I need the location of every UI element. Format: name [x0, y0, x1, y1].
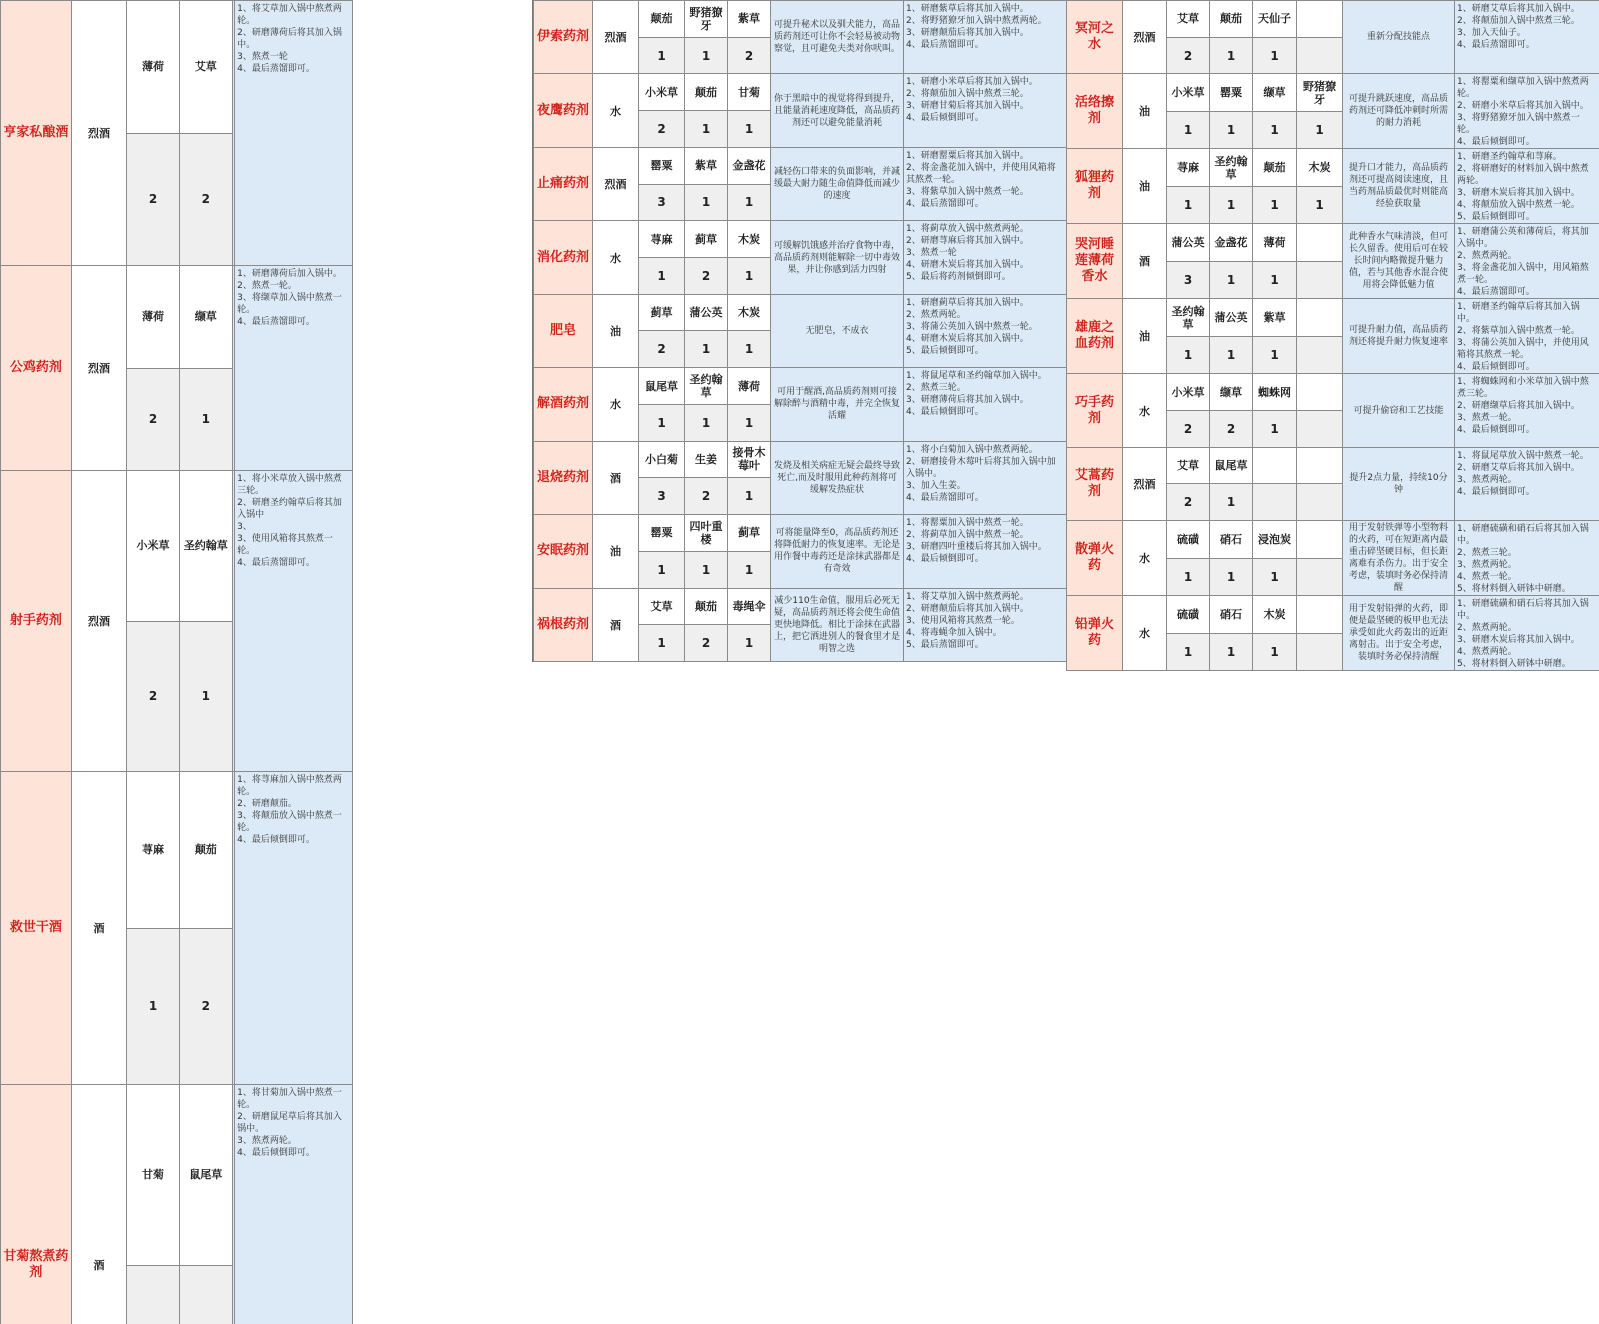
- ingredient-quantity: 2: [685, 625, 728, 662]
- recipe-name: 解酒药剂: [534, 368, 593, 441]
- ingredient-quantity: 1: [639, 258, 685, 295]
- ingredient-name: 木炭: [1253, 596, 1297, 634]
- ingredient-quantity: 1: [127, 928, 180, 1085]
- ingredient-quantity: 2: [127, 368, 180, 471]
- ingredient-quantity: 1: [1167, 558, 1210, 596]
- ingredient-name: 缬草: [1210, 374, 1253, 411]
- recipe-steps: 1、研磨艾草后将其加入锅中。 2、将颠茄加入锅中熬煮三轮。 3、加入天仙子。 4、最后蒸馏即可。: [1455, 1, 1599, 74]
- ingredient-name: 硝石: [1210, 521, 1253, 559]
- recipe-steps: 1、研磨圣约翰草后将其加入锅中。 2、将紫草加入锅中熬煮一轮。 3、将蒲公英加入锅中，并使用风箱将其熬煮一轮。 4、最后倾倒即可。: [1455, 299, 1599, 374]
- ingredient-quantity: [1297, 411, 1343, 448]
- ingredient-name: 罂粟: [639, 147, 685, 184]
- recipe-steps: 1、将艾草加入锅中熬煮两轮。 2、研磨薄荷后将其加入锅中。 3、熬煮一轮 4、最后蒸馏即可。: [235, 1, 353, 266]
- recipe-row: [534, 294, 1067, 331]
- ingredient-quantity: 1: [1253, 336, 1297, 374]
- ingredient-quantity: 1: [639, 625, 685, 662]
- recipe-table: [533, 0, 1067, 662]
- recipe-name: 安眠药剂: [534, 515, 593, 588]
- recipe-type: 酒: [71, 1085, 126, 1324]
- ingredient-name: 硫磺: [1167, 596, 1210, 634]
- ingredient-quantity: 2: [1210, 411, 1253, 448]
- recipe-name: 雄鹿之血药剂: [1067, 299, 1123, 374]
- recipe-row: [534, 147, 1067, 184]
- ingredient-name: 野猪獠牙: [685, 1, 728, 38]
- ingredient-name: 颠茄: [1210, 1, 1253, 38]
- recipe-type: 酒: [71, 772, 126, 1085]
- ingredient-quantity: [127, 1265, 180, 1324]
- recipe-type: 烈酒: [593, 1, 639, 74]
- recipe-name: 肥皂: [534, 294, 593, 367]
- recipe-steps: 1、研磨紫草后将其加入锅中。 2、将野猪獠牙加入锅中熬煮两轮。 3、研磨颠茄后将其加入锅中。 4、最后蒸馏即可。: [904, 1, 1067, 74]
- recipe-name: 夜鹰药剂: [534, 74, 593, 147]
- ingredient-quantity: 2: [127, 621, 180, 772]
- recipe-type: 油: [1123, 74, 1167, 149]
- ingredient-quantity: 2: [1167, 484, 1210, 521]
- ingredient-name: 紫草: [685, 147, 728, 184]
- ingredient-name: 蓟草: [685, 221, 728, 258]
- ingredient-quantity: 1: [728, 404, 771, 441]
- ingredient-quantity: 1: [1210, 336, 1253, 374]
- ingredient-quantity: [1297, 484, 1343, 521]
- ingredient-name: 木炭: [728, 221, 771, 258]
- recipe-effect: 提升2点力量，持续10分钟: [1343, 447, 1455, 520]
- ingredient-name: 荨麻: [127, 772, 180, 929]
- ingredient-quantity: [1297, 633, 1343, 671]
- recipe-effect: 可提升跳跃速度，高品质药剂还可降低冲刺时所需的耐力消耗: [1343, 74, 1455, 149]
- recipe-panel-2: [533, 0, 1066, 662]
- recipe-effect: 减少110生命值，服用后必死无疑，高品质药剂还将会使生命值更快地降低。相比于涂抹在武器上，把它洒进别人的餐食里才是明智之选: [771, 588, 904, 662]
- ingredient-quantity: 1: [639, 37, 685, 74]
- ingredient-name: 颠茄: [179, 772, 232, 929]
- recipe-type: 水: [1123, 521, 1167, 596]
- ingredient-quantity: 2: [1167, 411, 1210, 448]
- ingredient-name: 艾草: [1167, 447, 1210, 484]
- ingredient-name: [1297, 1, 1343, 38]
- ingredient-name: 薄荷: [127, 266, 180, 369]
- recipe-type: 烈酒: [1123, 1, 1167, 74]
- ingredient-name: 浸泡炭: [1253, 521, 1297, 559]
- ingredient-name: 金盏花: [1210, 224, 1253, 262]
- recipe-type: 烈酒: [593, 147, 639, 220]
- ingredient-quantity: 1: [685, 551, 728, 588]
- recipe-effect: 用于发射铅弹的火药，即便是最坚硬的板甲也无法承受如此火药轰出的近距离射击。出于安全考虑，装填时务必保持清醒: [1343, 596, 1455, 671]
- ingredient-quantity: 1: [1210, 633, 1253, 671]
- recipe-effect: 发烧及相关病症无疑会最终导致死亡,而及时服用此种药剂将可缓解发热症状: [771, 441, 904, 514]
- recipe-row: [1067, 447, 1599, 484]
- ingredient-quantity: 1: [1297, 186, 1343, 224]
- recipe-steps: 1、研磨硫磺和硝石后将其加入锅中。 2、熬煮两轮。 3、研磨木炭后将其加入锅中。 4、熬煮两轮。 5、将材料倒入研钵中研磨。: [1455, 596, 1599, 671]
- ingredient-name: 硝石: [1210, 596, 1253, 634]
- ingredient-quantity: 1: [685, 404, 728, 441]
- recipe-name: 公鸡药剂: [1, 266, 72, 471]
- ingredient-name: 颠茄: [639, 1, 685, 38]
- ingredient-name: 蓟草: [639, 294, 685, 331]
- recipe-steps: 1、研磨蒲公英和薄荷后，将其加入锅中。 2、熬煮两轮。 3、将金盏花加入锅中，用风箱熬煮一轮。 4、最后蒸馏即可。: [1455, 224, 1599, 299]
- ingredient-quantity: 1: [728, 331, 771, 368]
- recipe-effect: 可缓解饥饿感并治疗食物中毒，高品质药剂则能解除一切中毒效果，并让你感到活力四射: [771, 221, 904, 294]
- ingredient-name: 硫磺: [1167, 521, 1210, 559]
- ingredient-name: 薄荷: [728, 368, 771, 405]
- recipe-table: [1066, 0, 1599, 671]
- recipe-name: 救世干酒: [1, 772, 72, 1085]
- ingredient-quantity: 1: [1210, 111, 1253, 149]
- ingredient-quantity: 1: [179, 621, 232, 772]
- ingredient-name: 圣约翰草: [1210, 149, 1253, 187]
- recipe-name: 铅弹火药: [1067, 596, 1123, 671]
- recipe-row: [534, 368, 1067, 405]
- recipe-type: 烈酒: [71, 266, 126, 471]
- ingredient-name: 接骨木莓叶: [728, 441, 771, 478]
- ingredient-name: 艾草: [1167, 1, 1210, 38]
- recipe-type: 水: [1123, 374, 1167, 447]
- ingredient-quantity: 2: [639, 111, 685, 148]
- ingredient-quantity: [179, 1265, 232, 1324]
- ingredient-quantity: 2: [639, 331, 685, 368]
- recipe-type: 酒: [593, 441, 639, 514]
- ingredient-quantity: 1: [685, 184, 728, 221]
- recipe-effect: 此种香水气味清淡，但可长久留香。使用后可在较长时间内略微提升魅力值，若与其他香水混合使用将会降低魅力值: [1343, 224, 1455, 299]
- ingredient-quantity: 2: [685, 258, 728, 295]
- ingredient-quantity: 1: [685, 331, 728, 368]
- ingredient-name: 圣约翰草: [179, 471, 232, 622]
- recipe-name: 伊索药剂: [534, 1, 593, 74]
- recipe-row: [1, 471, 533, 622]
- ingredient-name: 金盏花: [728, 147, 771, 184]
- recipe-steps: 1、将鼠尾草放入锅中熬煮一轮。 2、研磨艾草后将其加入锅中。 3、熬煮两轮。 4、最后倾倒即可。: [1455, 447, 1599, 520]
- ingredient-quantity: 1: [685, 111, 728, 148]
- ingredient-name: 木炭: [1297, 149, 1343, 187]
- recipe-row: [534, 441, 1067, 478]
- ingredient-quantity: 1: [1210, 186, 1253, 224]
- ingredient-quantity: 1: [728, 625, 771, 662]
- ingredient-name: 蒲公英: [1210, 299, 1253, 337]
- recipe-name: 消化药剂: [534, 221, 593, 294]
- recipe-type: 烈酒: [71, 1, 126, 266]
- recipe-name: 散弹火药: [1067, 521, 1123, 596]
- ingredient-quantity: 2: [179, 928, 232, 1085]
- ingredient-quantity: 1: [728, 184, 771, 221]
- recipe-effect: 重新分配技能点: [1343, 1, 1455, 74]
- recipe-panel-3: [1066, 0, 1599, 662]
- ingredient-name: 生姜: [685, 441, 728, 478]
- ingredient-name: [1297, 596, 1343, 634]
- recipe-effect: 可提升耐力值，高品质药剂还将提升耐力恢复速率: [1343, 299, 1455, 374]
- ingredient-name: 艾草: [639, 588, 685, 625]
- ingredient-quantity: 1: [1253, 633, 1297, 671]
- ingredient-quantity: 1: [1167, 633, 1210, 671]
- recipe-type: 酒: [593, 588, 639, 662]
- ingredient-name: 罂粟: [639, 515, 685, 552]
- ingredient-name: 鼠尾草: [639, 368, 685, 405]
- recipe-type: 水: [593, 74, 639, 147]
- ingredient-quantity: 2: [1167, 37, 1210, 74]
- recipe-name: 哭河睡莲薄荷香水: [1067, 224, 1123, 299]
- ingredient-quantity: 1: [685, 37, 728, 74]
- ingredient-name: 薄荷: [1253, 224, 1297, 262]
- recipe-steps: 1、将罂粟加入锅中熬煮一轮。 2、将蓟草加入锅中熬煮一轮。 3、研磨四叶重楼后将其加入锅中。 4、最后倾倒即可。: [904, 515, 1067, 588]
- ingredient-name: 紫草: [728, 1, 771, 38]
- ingredient-name: 甘菊: [127, 1085, 180, 1266]
- recipe-row: [1067, 521, 1599, 559]
- recipe-effect: 用于发射铁弹等小型物料的火药，可在短距离内最重击碎坚硬目标，但长距离难有杀伤力。出于安全考虑，装填时务必保持清醒: [1343, 521, 1455, 596]
- recipe-effect: 减轻伤口带来的负面影响，并减缓最大耐力随生命值降低而减少的速度: [771, 147, 904, 220]
- ingredient-name: 薄荷: [127, 1, 180, 134]
- recipe-type: 水: [593, 368, 639, 441]
- recipe-row: [1, 266, 533, 369]
- ingredient-quantity: 1: [1253, 37, 1297, 74]
- ingredient-name: 毒绳伞: [728, 588, 771, 625]
- ingredient-name: 木炭: [728, 294, 771, 331]
- recipe-name: 狐狸药剂: [1067, 149, 1123, 224]
- ingredient-quantity: 1: [1210, 37, 1253, 74]
- recipe-name: 艾蒿药剂: [1067, 447, 1123, 520]
- ingredient-quantity: 1: [728, 478, 771, 515]
- ingredient-name: 缬草: [1253, 74, 1297, 112]
- ingredient-name: 艾草: [179, 1, 232, 134]
- ingredient-name: [1253, 447, 1297, 484]
- ingredient-name: 荨麻: [639, 221, 685, 258]
- ingredient-quantity: [1297, 336, 1343, 374]
- recipe-effect: 可提升秘术以及驯犬能力，高品质药剂还可让你不会轻易被动物察觉，且可避免夫类对你吠叫。: [771, 1, 904, 74]
- recipe-type: 酒: [1123, 224, 1167, 299]
- ingredient-quantity: 1: [1253, 558, 1297, 596]
- recipe-row: [1067, 374, 1599, 411]
- recipe-name: 亨家私酿酒: [1, 1, 72, 266]
- recipe-steps: 1、研磨薄荷后加入锅中。 2、熬煮一轮。 3、将缬草加入锅中熬煮一轮。 4、最后蒸馏即可。: [235, 266, 353, 471]
- recipe-effect: 可将能量降至0，高品质药剂还将降低耐力的恢复速率。无论是用作餐中毒药还是涂抹武器都是有奇效: [771, 515, 904, 588]
- ingredient-name: 小米草: [639, 74, 685, 111]
- ingredient-quantity: 3: [639, 184, 685, 221]
- recipe-row: [534, 74, 1067, 111]
- recipe-row: [1067, 299, 1599, 337]
- ingredient-name: 圣约翰草: [685, 368, 728, 405]
- ingredient-quantity: 1: [728, 258, 771, 295]
- ingredient-quantity: 1: [1167, 186, 1210, 224]
- recipe-type: 油: [1123, 299, 1167, 374]
- recipe-row: [1067, 1, 1599, 38]
- ingredient-quantity: 1: [1210, 558, 1253, 596]
- ingredient-quantity: 1: [728, 551, 771, 588]
- recipe-name: 甘菊熬煮药剂: [1, 1085, 72, 1324]
- recipe-steps: 1、将蜘蛛网和小米草加入锅中熬煮三轮。 2、研磨缬草后将其加入锅中。 3、熬煮一轮。 4、最后倾倒即可。: [1455, 374, 1599, 447]
- ingredient-name: [1297, 299, 1343, 337]
- ingredient-quantity: 1: [1253, 411, 1297, 448]
- ingredient-name: 四叶重楼: [685, 515, 728, 552]
- recipe-row: [1067, 596, 1599, 634]
- recipe-effect: 提升口才能力，高品质药剂还可提高阅读速度，且当药剂品质最优时则能高经验获取量: [1343, 149, 1455, 224]
- recipe-steps: 1、研磨硫磺和硝石后将其加入锅中。 2、熬煮三轮。 3、熬煮两轮。 4、熬煮一轮。 5、将材料倒入研钵中研磨。: [1455, 521, 1599, 596]
- ingredient-name: 蜘蛛网: [1253, 374, 1297, 411]
- ingredient-name: 荨麻: [1167, 149, 1210, 187]
- recipe-name: 巧手药剂: [1067, 374, 1123, 447]
- ingredient-name: 小米草: [1167, 374, 1210, 411]
- ingredient-name: [1297, 224, 1343, 262]
- ingredient-name: 缬草: [179, 266, 232, 369]
- recipe-name: 止痛药剂: [534, 147, 593, 220]
- recipe-steps: 1、将荨麻加入锅中熬煮两轮。 2、研磨颠茄。 3、将颠茄放入锅中熬煮一轮。 4、最后倾倒即可。: [235, 772, 353, 1085]
- recipe-type: 水: [1123, 596, 1167, 671]
- recipe-row: [534, 1, 1067, 38]
- recipe-type: 油: [1123, 149, 1167, 224]
- ingredient-quantity: 2: [685, 478, 728, 515]
- ingredient-quantity: 3: [639, 478, 685, 515]
- recipe-panel-1: [0, 0, 533, 662]
- recipe-steps: 1、将鼠尾草和圣约翰草加入锅中。 2、熬煮三轮。 3、研磨薄荷后将其加入锅中。 4、最后倾倒即可。: [904, 368, 1067, 441]
- recipe-name: 射手药剂: [1, 471, 72, 772]
- recipe-type: 烈酒: [71, 471, 126, 772]
- ingredient-name: 蒲公英: [685, 294, 728, 331]
- ingredient-quantity: 1: [1167, 111, 1210, 149]
- ingredient-name: 颠茄: [685, 74, 728, 111]
- recipe-row: [534, 515, 1067, 552]
- recipe-steps: 1、将艾草加入锅中熬煮两轮。 2、研磨颠茄后将其加入锅中。 3、使用风箱将其熬煮一轮。 4、将毒蝇伞加入锅中。 5、最后蒸馏即可。: [904, 588, 1067, 662]
- ingredient-name: 小米草: [127, 471, 180, 622]
- recipe-name: 冥河之水: [1067, 1, 1123, 74]
- recipe-effect: 可提升偷窃和工艺技能: [1343, 374, 1455, 447]
- recipe-steps: 1、研磨小米草后将其加入锅中。 2、将颠茄加入锅中熬煮三轮。 3、研磨甘菊后将其加入锅中。 4、最后倾倒即可。: [904, 74, 1067, 147]
- recipe-steps: 1、将罂粟和缬草加入锅中熬煮两轮。 2、研磨小米草后将其加入锅中。 3、将野猪獠牙加入锅中熬煮一轮。 4、最后倾倒即可。: [1455, 74, 1599, 149]
- ingredient-name: 紫草: [1253, 299, 1297, 337]
- ingredient-quantity: 1: [1253, 261, 1297, 299]
- recipe-type: 油: [593, 515, 639, 588]
- ingredient-name: 颠茄: [1253, 149, 1297, 187]
- ingredient-name: 野猪獠牙: [1297, 74, 1343, 112]
- recipe-type: 油: [593, 294, 639, 367]
- recipe-row: [1067, 149, 1599, 187]
- ingredient-quantity: 2: [728, 37, 771, 74]
- recipe-steps: 1、研磨圣约翰草和荨麻。 2、将研磨好的材料加入锅中熬煮两轮。 3、研磨木炭后将其加入锅中。 4、将颠茄放入锅中熬煮一轮。 5、最后倾倒即可。: [1455, 149, 1599, 224]
- recipe-steps: 1、将小白菊加入锅中熬煮两轮。 2、研磨接骨木莓叶后将其加入锅中加入锅中。 3、加入生姜。 4、最后蒸馏即可。: [904, 441, 1067, 514]
- ingredient-quantity: 1: [1167, 336, 1210, 374]
- recipe-row: [1, 1085, 533, 1266]
- ingredient-quantity: [1297, 37, 1343, 74]
- ingredient-quantity: 1: [639, 551, 685, 588]
- ingredient-quantity: 2: [127, 133, 180, 266]
- recipe-row: [1067, 224, 1599, 262]
- ingredient-quantity: [1297, 261, 1343, 299]
- ingredient-name: 颠茄: [685, 588, 728, 625]
- ingredient-name: 蒲公英: [1167, 224, 1210, 262]
- ingredient-name: 罂粟: [1210, 74, 1253, 112]
- ingredient-name: 鼠尾草: [179, 1085, 232, 1266]
- ingredient-quantity: [1297, 558, 1343, 596]
- ingredient-quantity: 1: [639, 404, 685, 441]
- ingredient-name: 小白菊: [639, 441, 685, 478]
- ingredient-name: [1297, 521, 1343, 559]
- ingredient-quantity: 2: [179, 133, 232, 266]
- ingredient-name: 甘菊: [728, 74, 771, 111]
- recipe-row: [534, 588, 1067, 625]
- recipe-name: 活络擦剂: [1067, 74, 1123, 149]
- recipe-effect: 可用于醒酒,高品质药剂则可接解除醉与酒精中毒，并完全恢复活耀: [771, 368, 904, 441]
- ingredient-name: 蓟草: [728, 515, 771, 552]
- ingredient-quantity: 1: [1297, 111, 1343, 149]
- ingredient-name: 鼠尾草: [1210, 447, 1253, 484]
- recipe-steps: 1、研磨罂粟后将其加入锅中。 2、将金盏花加入锅中，并使用风箱将其熬煮一轮。 3、将紫草加入锅中熬煮一轮。 4、最后蒸馏即可。: [904, 147, 1067, 220]
- recipe-steps: 1、将小米草放入锅中熬煮三轮。 2、研磨圣约翰草后将其加入锅中 3、 3、使用风箱将其熬煮一轮。 4、最后蒸馏即可。: [235, 471, 353, 772]
- recipe-table: [0, 0, 533, 1324]
- ingredient-name: 小米草: [1167, 74, 1210, 112]
- recipe-name: 祸根药剂: [534, 588, 593, 662]
- recipe-steps: 1、将蓟草放入锅中熬煮两轮。 2、研磨荨麻后将其加入锅中。 3、熬煮一轮 4、研磨木炭后将其加入锅中。 5、最后将药剂倾倒即可。: [904, 221, 1067, 294]
- ingredient-quantity: 1: [1210, 484, 1253, 521]
- ingredient-name: [1297, 447, 1343, 484]
- ingredient-quantity: 1: [179, 368, 232, 471]
- recipe-row: [1, 772, 533, 929]
- recipe-row: [1067, 74, 1599, 112]
- recipe-row: [1, 1, 533, 134]
- ingredient-name: 天仙子: [1253, 1, 1297, 38]
- ingredient-name: [1297, 374, 1343, 411]
- ingredient-name: 圣约翰草: [1167, 299, 1210, 337]
- recipe-type: 烈酒: [1123, 447, 1167, 520]
- ingredient-quantity: 1: [1253, 186, 1297, 224]
- recipe-row: [534, 221, 1067, 258]
- ingredient-quantity: 1: [1253, 111, 1297, 149]
- recipe-steps: 1、研磨蓟草后将其加入锅中。 2、熬煮两轮。 3、将蒲公英加入锅中熬煮一轮。 4、研磨木炭后将其加入锅中。 5、最后倾倒即可。: [904, 294, 1067, 367]
- recipe-type: 水: [593, 221, 639, 294]
- recipe-name: 退烧药剂: [534, 441, 593, 514]
- ingredient-quantity: 1: [1210, 261, 1253, 299]
- ingredient-quantity: [1253, 484, 1297, 521]
- recipe-steps: 1、将甘菊加入锅中熬煮一轮。 2、研磨鼠尾草后将其加入锅中。 3、熬煮两轮。 4、最后倾倒即可。: [235, 1085, 353, 1324]
- ingredient-quantity: 1: [728, 111, 771, 148]
- ingredient-quantity: 3: [1167, 261, 1210, 299]
- recipe-effect: 无肥皂，不成衣: [771, 294, 904, 367]
- recipe-effect: 你于黑暗中的视觉将得到提升，且能量消耗速度降低，高品质药剂还可以避免能量消耗: [771, 74, 904, 147]
